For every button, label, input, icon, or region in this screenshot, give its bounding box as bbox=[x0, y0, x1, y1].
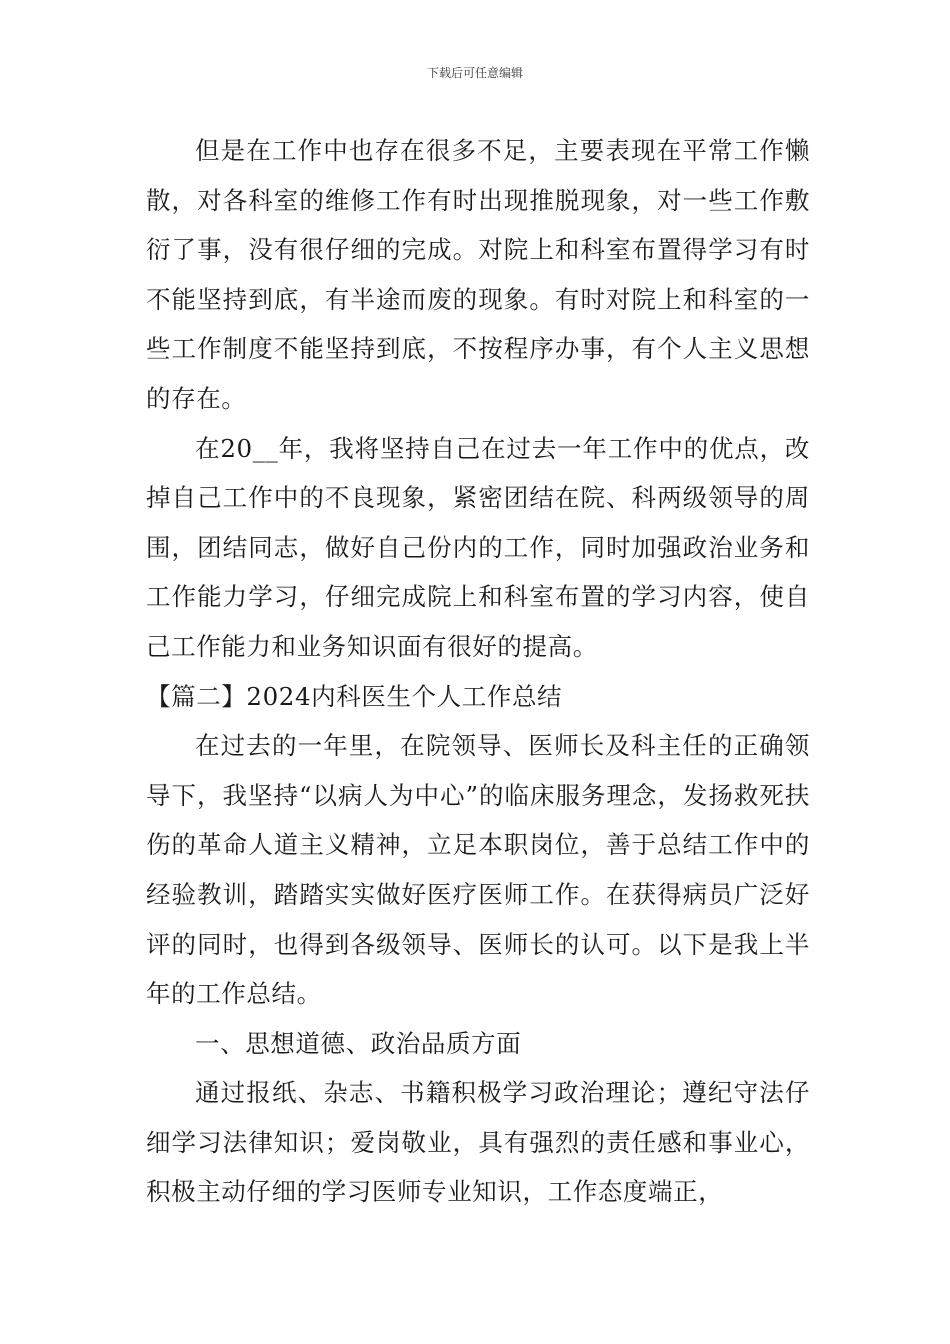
document-body bbox=[146, 126, 810, 1217]
paragraph-plan: 在20__年，我将坚持自己在过去一年工作中的优点，改掉自己工作中的不良现象，紧密团结在院、科两级领导的周围，团结同志，做好自己份内的工作，同时加强政治业务和工作能力学习，仔细完成院上和科室布置的学习内容，使自己工作能力和业务知识面有很好的提高。 bbox=[146, 433, 810, 661]
paragraph-review: 在过去的一年里，在院领导、医师长及科主任的正确领导下，我坚持“以病人为中心”的临床服务理念，发扬救死扶伤的革命人道主义精神，立足本职岗位，善于总结工作中的经验教训，踏踏实实做好医疗医师工作。在获得病员广泛好评的同时，也得到各级领导、医师长的认可。以下是我上半年的工作总结。 bbox=[146, 731, 810, 1009]
paragraph-shortcomings: 但是在工作中也存在很多不足，主要表现在平常工作懒散，对各科室的维修工作有时出现推脱现象，对一些工作敷衍了事，没有很仔细的完成。对院上和科室布置得学习有时不能坚持到底，有半途而废的现象。有时对院上和科室的一些工作制度不能坚持到底，不按程序办事，有个人主义思想的存在。 bbox=[146, 136, 810, 413]
subsection-heading: 一、思想道德、政治品质方面 bbox=[195, 1028, 522, 1058]
section-heading: 【篇二】2024内科医生个人工作总结 bbox=[146, 681, 563, 711]
paragraph-study: 通过报纸、杂志、书籍积极学习政治理论；遵纪守法仔细学习法律知识；爱岗敬业，具有强烈的责任感和事业心，积极主动仔细的学习医师专业知识，工作态度端正， bbox=[146, 1078, 810, 1207]
page-header-note: 下载后可任意编辑 bbox=[426, 66, 523, 80]
